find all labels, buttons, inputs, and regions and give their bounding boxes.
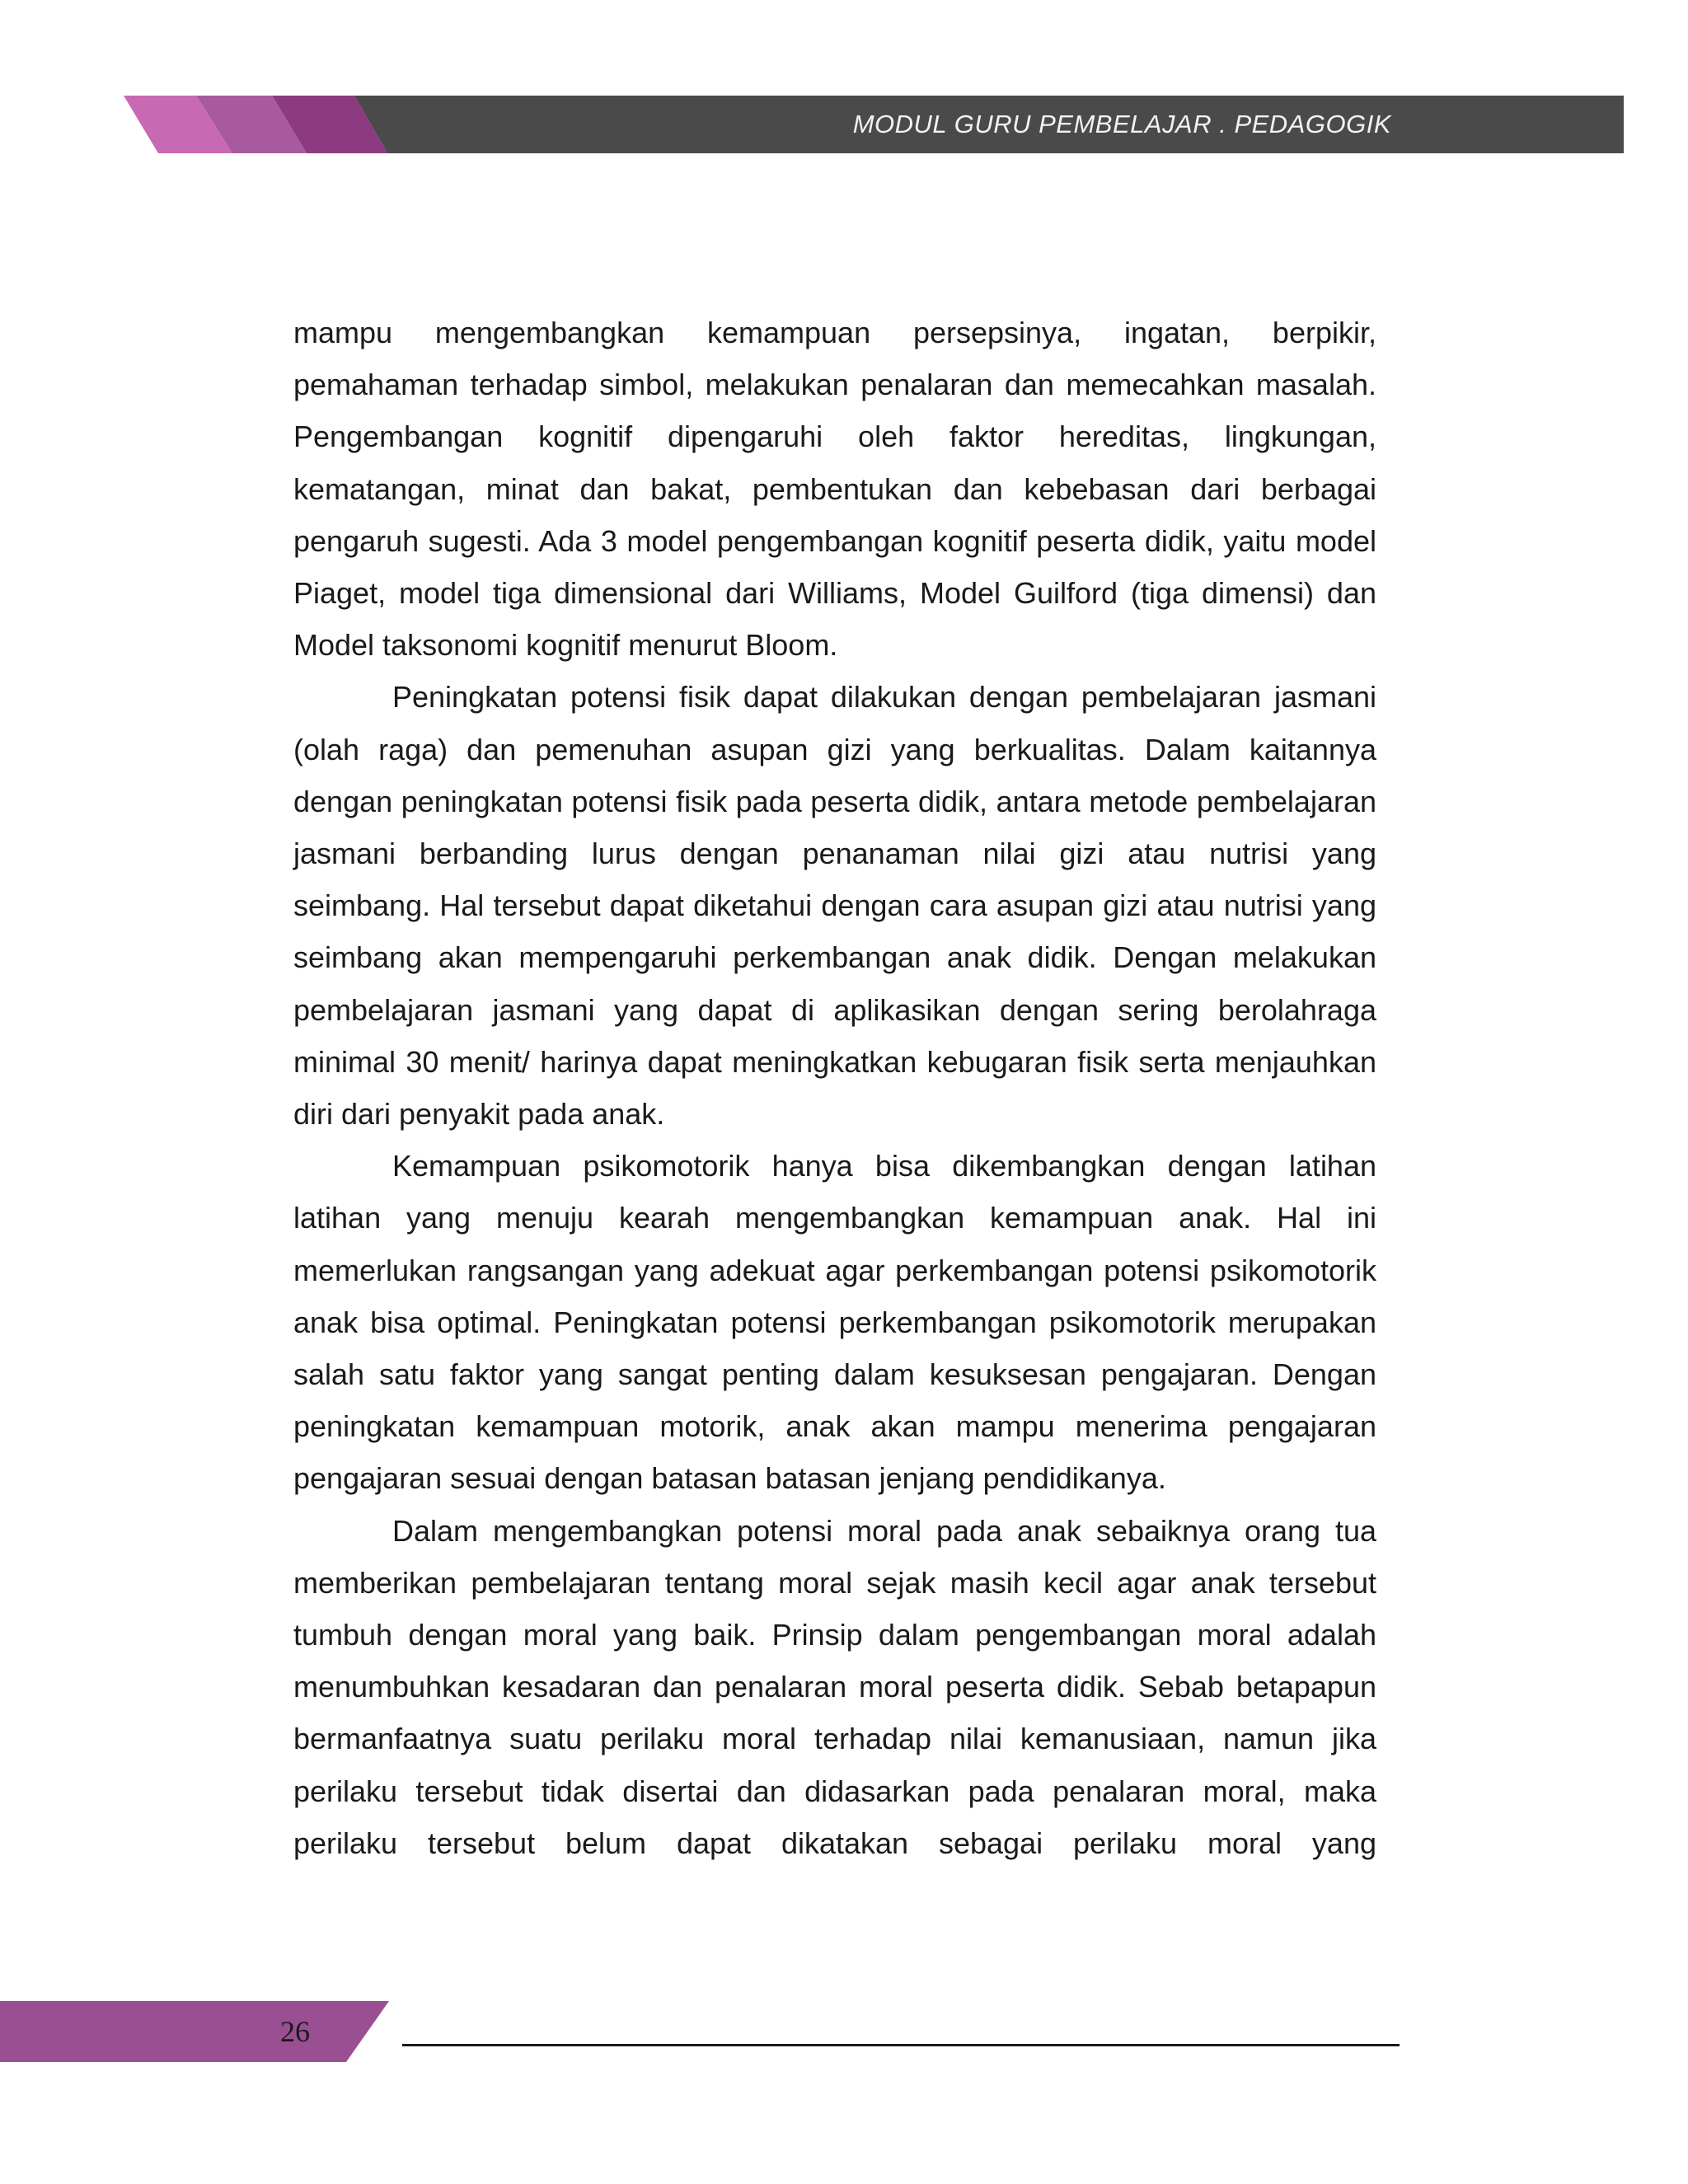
footer-tab	[0, 2001, 389, 2062]
page-number: 26	[280, 2015, 310, 2048]
header-title: MODUL GURU PEMBELAJAR . PEDAGOGIK	[852, 110, 1391, 138]
footer-rule	[402, 2044, 1400, 2046]
footer-decoration	[0, 2001, 1688, 2067]
page-content	[293, 307, 1376, 1869]
header-decoration	[0, 96, 1688, 153]
paragraph-cognitive: mampu mengembangkan kemampuan persepsinya, ingatan, berpikir, pemahaman terhadap simbol, melakukan penalaran dan memecahkan masalah. Pengembangan kognitif dipengaruhi oleh faktor hereditas, lingkungan, kematangan, minat dan bakat, pembentukan dan kebebasan dari berbagai pengaruh sugesti. Ada 3 model pengembangan kognitif peserta didik, yaitu model Piaget, model tiga dimensional dari Williams, Model Guilford (tiga dimensi) dan Model taksonomi kognitif menurut Bloom.	[293, 316, 1376, 663]
paragraph-physical: Peningkatan potensi fisik dapat dilakukan dengan pembelajaran jasmani (olah raga) dan pemenuhan asupan gizi yang berkualitas. Dalam kaitannya dengan peningkatan potensi fisik pada peserta didik, antara metode pembelajaran jasmani berbanding lurus dengan penanaman nilai gizi atau nutrisi yang seimbang. Hal tersebut dapat diketahui dengan cara asupan gizi atau nutrisi yang seimbang akan mempengaruhi perkembangan anak didik. Dengan melakukan pembelajaran jasmani yang dapat di aplikasikan dengan sering berolahraga minimal 30 menit/ harinya dapat meningkatkan kebugaran fisik serta menjauhkan diri dari penyakit pada anak.	[293, 680, 1376, 1132]
paragraph-psychomotor: Kemampuan psikomotorik hanya bisa dikembangkan dengan latihan latihan yang menuju kearah mengembangkan kemampuan anak. Hal ini memerlukan rangsangan yang adekuat agar perkembangan potensi psikomotorik anak bisa optimal. Peningkatan potensi perkembangan psikomotorik merupakan salah satu faktor yang sangat penting dalam kesuksesan pengajaran. Dengan peningkatan kemampuan motorik, anak akan mampu menerima pengajaran pengajaran sesuai dengan batasan batasan jenjang pendidikanya.	[293, 1149, 1376, 1496]
page-footer	[0, 2001, 1688, 2067]
paragraph-moral: Dalam mengembangkan potensi moral pada anak sebaiknya orang tua memberikan pembelajaran tentang moral sejak masih kecil agar anak tersebut tumbuh dengan moral yang baik. Prinsip dalam pengembangan moral adalah menumbuhkan kesadaran dan penalaran moral peserta didik. Sebab betapapun bermanfaatnya suatu perilaku moral terhadap nilai kemanusiaan, namun jika perilaku tersebut tidak disertai dan didasarkan pada penalaran moral, maka perilaku tersebut belum dapat dikatakan sebagai perilaku moral yang	[293, 1513, 1376, 1860]
page-header	[0, 96, 1688, 153]
